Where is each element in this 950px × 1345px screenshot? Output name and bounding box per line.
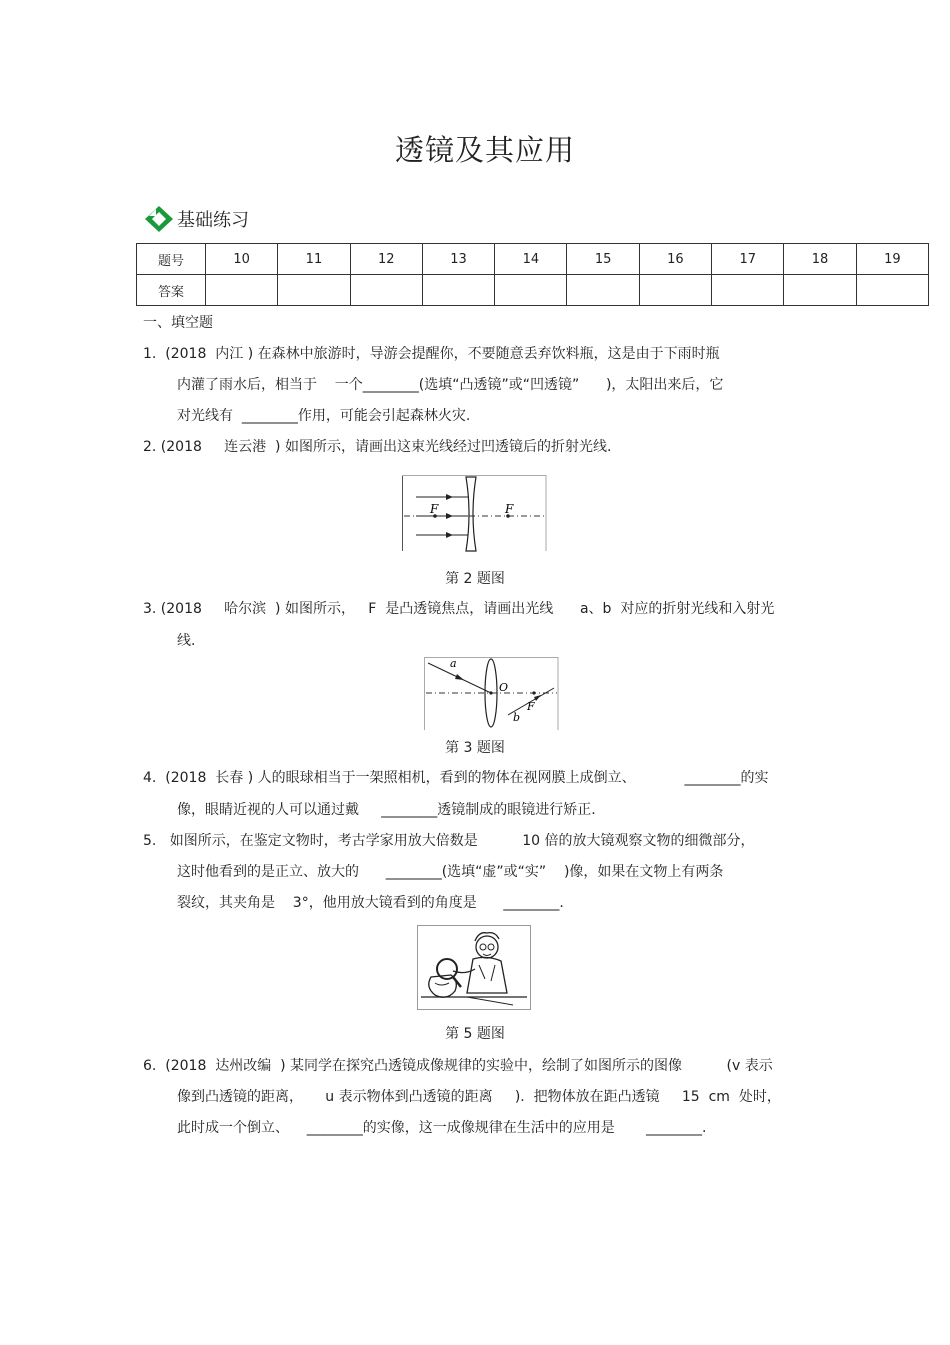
answer-cell[interactable] — [422, 275, 494, 306]
table-row — [137, 275, 929, 306]
table-row — [137, 244, 929, 275]
header-label: 题号 — [137, 244, 206, 275]
q1-line2: 内灌了雨水后，相当于 一个________(选填“凸透镜”或“凹透镜” )，太阳出来后，它 — [177, 377, 724, 393]
q3-line2: 线. — [177, 633, 196, 649]
figure-caption: 第 5 题图 — [445, 1026, 505, 1042]
q5-line1: 5. 如图所示，在鉴定文物时，考古学家用放大倍数是 10 倍的放大镜观察文物的细微部分， — [143, 833, 755, 849]
q1-line1: 1. (2018 内江 ) 在森林中旅游时，导游会提醒你，不要随意丢弃饮料瓶，这是由于下雨时瓶 — [143, 346, 720, 362]
answer-label: 答案 — [137, 275, 206, 306]
figure-caption: 第 3 题图 — [445, 740, 505, 756]
q4-line1: 4. (2018 长春 ) 人的眼球相当于一架照相机，看到的物体在视网膜上成倒立、 ________的实 — [143, 770, 769, 786]
ray-label-b: b — [513, 711, 521, 724]
q6-line3: 此时成一个倒立、 ________的实像，这一成像规律在生活中的应用是 ________. — [177, 1120, 707, 1136]
center-label: O — [499, 681, 509, 694]
figure-caption: 第 2 题图 — [445, 571, 505, 587]
q5-line2: 这时他看到的是正立、放大的 ________(选填“虚”或“实” )像，如果在文物上有两条 — [177, 864, 724, 880]
answer-cell[interactable] — [278, 275, 350, 306]
question-number: 10 — [206, 244, 278, 275]
convex-lens-figure — [424, 657, 559, 731]
concave-lens-figure — [402, 475, 547, 553]
q3-line1: 3. (2018 哈尔滨 ) 如图所示， F 是凸透镜焦点，请画出光线 a、b 对应的折射光线和入射光 — [143, 601, 775, 617]
section-heading — [145, 205, 249, 233]
question-number: 15 — [567, 244, 639, 275]
answer-cell[interactable] — [639, 275, 711, 306]
question-number: 14 — [495, 244, 567, 275]
answer-cell[interactable] — [495, 275, 567, 306]
focus-label: F — [430, 502, 439, 516]
q6-line1: 6. (2018 达州改编 ) 某同学在探究凸透镜成像规律的实验中，绘制了如图所示的图像 (v 表示 — [143, 1058, 773, 1074]
q5-line3: 裂纹，其夹角是 3°，他用放大镜看到的角度是 ________. — [177, 895, 564, 911]
answer-cell[interactable] — [206, 275, 278, 306]
question-number: 12 — [350, 244, 422, 275]
answer-cell[interactable] — [567, 275, 639, 306]
answer-cell[interactable] — [712, 275, 784, 306]
q6-line2: 像到凸透镜的距离， u 表示物体到凸透镜的距离 ). 把物体放在距凸透镜 15 cm 处时， — [177, 1089, 781, 1105]
question-number: 17 — [712, 244, 784, 275]
archaeologist-illustration — [417, 925, 532, 1011]
page-title: 透镜及其应用 — [394, 133, 575, 167]
answer-cell[interactable] — [784, 275, 856, 306]
part-heading: 一、填空题 — [143, 315, 213, 331]
q2-line1: 2. (2018 连云港 ) 如图所示，请画出这束光线经过凹透镜后的折射光线. — [143, 439, 612, 455]
diamond-icon — [145, 205, 175, 233]
question-number: 18 — [784, 244, 856, 275]
q4-line2: 像，眼睛近视的人可以通过戴 ________透镜制成的眼镜进行矫正. — [177, 802, 596, 818]
ray-label-a: a — [450, 657, 457, 670]
question-number: 16 — [639, 244, 711, 275]
section-label: 基础练习 — [177, 210, 249, 231]
focus-label: F — [505, 502, 514, 516]
answer-cell[interactable] — [350, 275, 422, 306]
answer-cell[interactable] — [856, 275, 928, 306]
question-number: 13 — [422, 244, 494, 275]
focus-label: F — [527, 700, 535, 713]
question-number: 11 — [278, 244, 350, 275]
answer-table — [136, 243, 929, 306]
q1-line3: 对光线有 ________作用，可能会引起森林火灾. — [177, 408, 471, 424]
question-number: 19 — [856, 244, 928, 275]
